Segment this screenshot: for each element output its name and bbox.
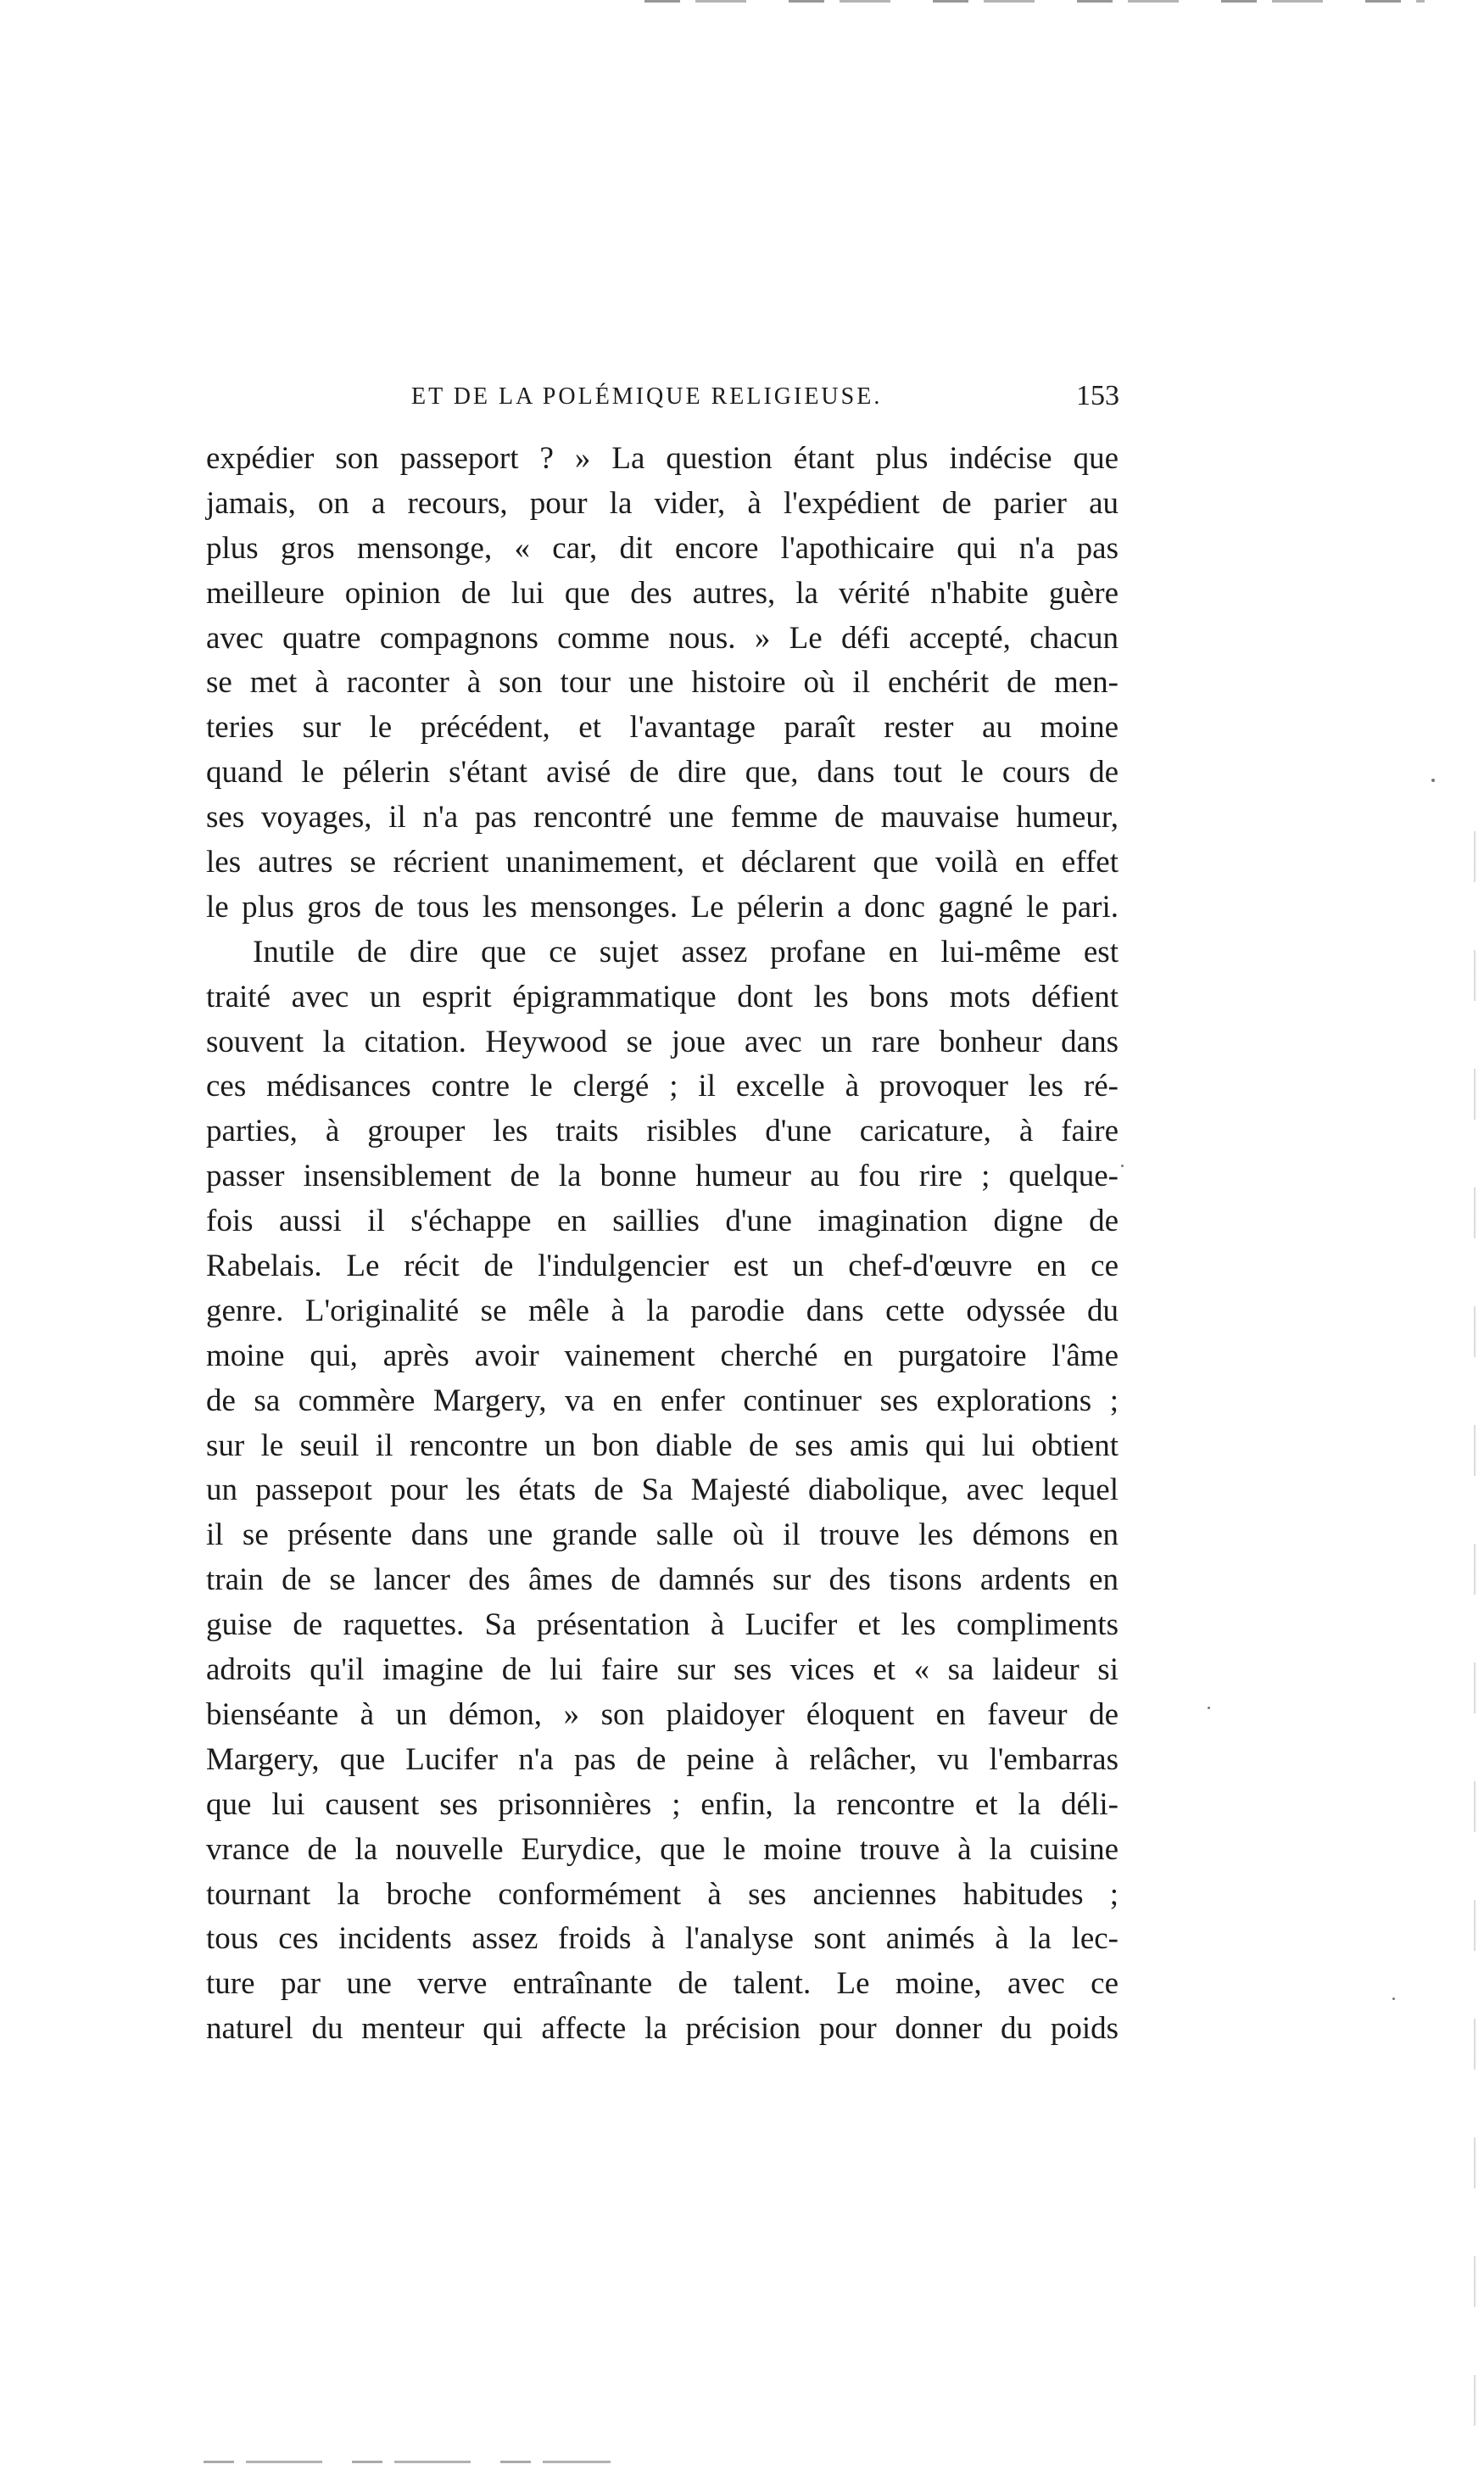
- scan-edge-top: [644, 0, 1425, 3]
- text-line: guise de raquettes. Sa présentation à Lucifer et les compliments: [206, 1607, 1119, 1643]
- text-line: expédier son passeport ? » La question étant plus indécise que: [206, 441, 1119, 476]
- text-line: fois aussi il s'échappe en saillies d'une imagination digne de: [206, 1204, 1119, 1239]
- text-line: moine qui, après avoir vainement cherché en purgatoire l'âme: [206, 1338, 1119, 1373]
- text-line: parties, à grouper les traits risibles d'une caricature, à faire: [206, 1114, 1119, 1149]
- scan-speck: [1208, 1707, 1210, 1709]
- scan-speck: [1431, 779, 1435, 782]
- scan-speck: [1392, 1998, 1395, 2000]
- text-line: plus gros mensonge, « car, dit encore l'apothicaire qui n'a pas: [206, 530, 1119, 566]
- text-line: passer insensiblement de la bonne humeur au fou rire ; quelque-: [206, 1159, 1119, 1194]
- text-line: vrance de la nouvelle Eurydice, que le moine trouve à la cuisine: [206, 1831, 1119, 1867]
- text-line: traité avec un esprit épigrammatique dont les bons mots défient: [206, 979, 1119, 1014]
- text-line: meilleure opinion de lui que des autres, la vérité n'habite guère: [206, 575, 1119, 611]
- text-line: Margery, que Lucifer n'a pas de peine à relâcher, vu l'embarras: [206, 1741, 1119, 1777]
- running-title: ET DE LA POLÉMIQUE RELIGIEUSE.: [411, 383, 883, 410]
- text-line: Rabelais. Le récit de l'indulgencier est un chef-d'œuvre en ce: [206, 1249, 1119, 1284]
- text-line: avec quatre compagnons comme nous. » Le défi accepté, chacun: [206, 620, 1119, 656]
- text-line: train de se lancer des âmes de damnés sur des tisons ardents en: [206, 1562, 1119, 1598]
- text-line: souvent la citation. Heywood se joue avec un rare bonheur dans: [206, 1024, 1119, 1059]
- text-line: ses voyages, il n'a pas rencontré une femme de mauvaise humeur,: [206, 800, 1119, 835]
- text-line: un passepoıt pour les états de Sa Majesté diabolique, avec lequel: [206, 1472, 1119, 1508]
- text-line: se met à raconter à son tour une histoire où il enchérit de men-: [206, 665, 1119, 701]
- text-line: jamais, on a recours, pour la vider, à l'expédient de parier au: [206, 485, 1119, 521]
- text-line: il se présente dans une grande salle où il trouve les démons en: [206, 1517, 1119, 1553]
- page-number: 153: [1076, 380, 1119, 411]
- text-line: quand le pélerin s'étant avisé de dire que, dans tout le cours de: [206, 755, 1119, 791]
- text-line: ces médisances contre le clergé ; il excelle à provoquer les ré-: [206, 1069, 1119, 1104]
- scan-speck: [1121, 1165, 1124, 1167]
- text-line: bienséante à un démon, » son plaidoyer éloquent en faveur de: [206, 1696, 1119, 1732]
- text-line: tournant la broche conformément à ses anciennes habitudes ;: [206, 1876, 1119, 1912]
- text-line: naturel du menteur qui affecte la précision pour donner du poids: [206, 2011, 1119, 2047]
- text-line: que lui causent ses prisonnières ; enfin, la rencontre et la déli-: [206, 1786, 1119, 1822]
- scan-edge-right: [1474, 831, 1476, 2443]
- text-line: sur le seuil il rencontre un bon diable de ses amis qui lui obtient: [206, 1428, 1119, 1463]
- body-text: [206, 437, 1119, 2052]
- text-line: tous ces incidents assez froids à l'analyse sont animés à la lec-: [206, 1921, 1119, 1957]
- scan-edge-bottom: [204, 2461, 611, 2463]
- text-line: adroits qu'il imagine de lui faire sur ses vices et « sa laideur si: [206, 1652, 1119, 1688]
- text-line: de sa commère Margery, va en enfer continuer ses explorations ;: [206, 1383, 1119, 1418]
- running-head: [208, 380, 1119, 421]
- text-line: genre. L'originalité se mêle à la parodie dans cette odyssée du: [206, 1293, 1119, 1328]
- text-line: teries sur le précédent, et l'avantage paraît rester au moine: [206, 710, 1119, 746]
- text-line: les autres se récrient unanimement, et déclarent que voilà en effet: [206, 845, 1119, 880]
- text-line: ture par une verve entraînante de talent. Le moine, avec ce: [206, 1966, 1119, 2002]
- text-line: Inutile de dire que ce sujet assez profane en lui-même est: [253, 934, 1119, 969]
- text-line: le plus gros de tous les mensonges. Le pélerin a donc gagné le pari.: [206, 889, 1119, 925]
